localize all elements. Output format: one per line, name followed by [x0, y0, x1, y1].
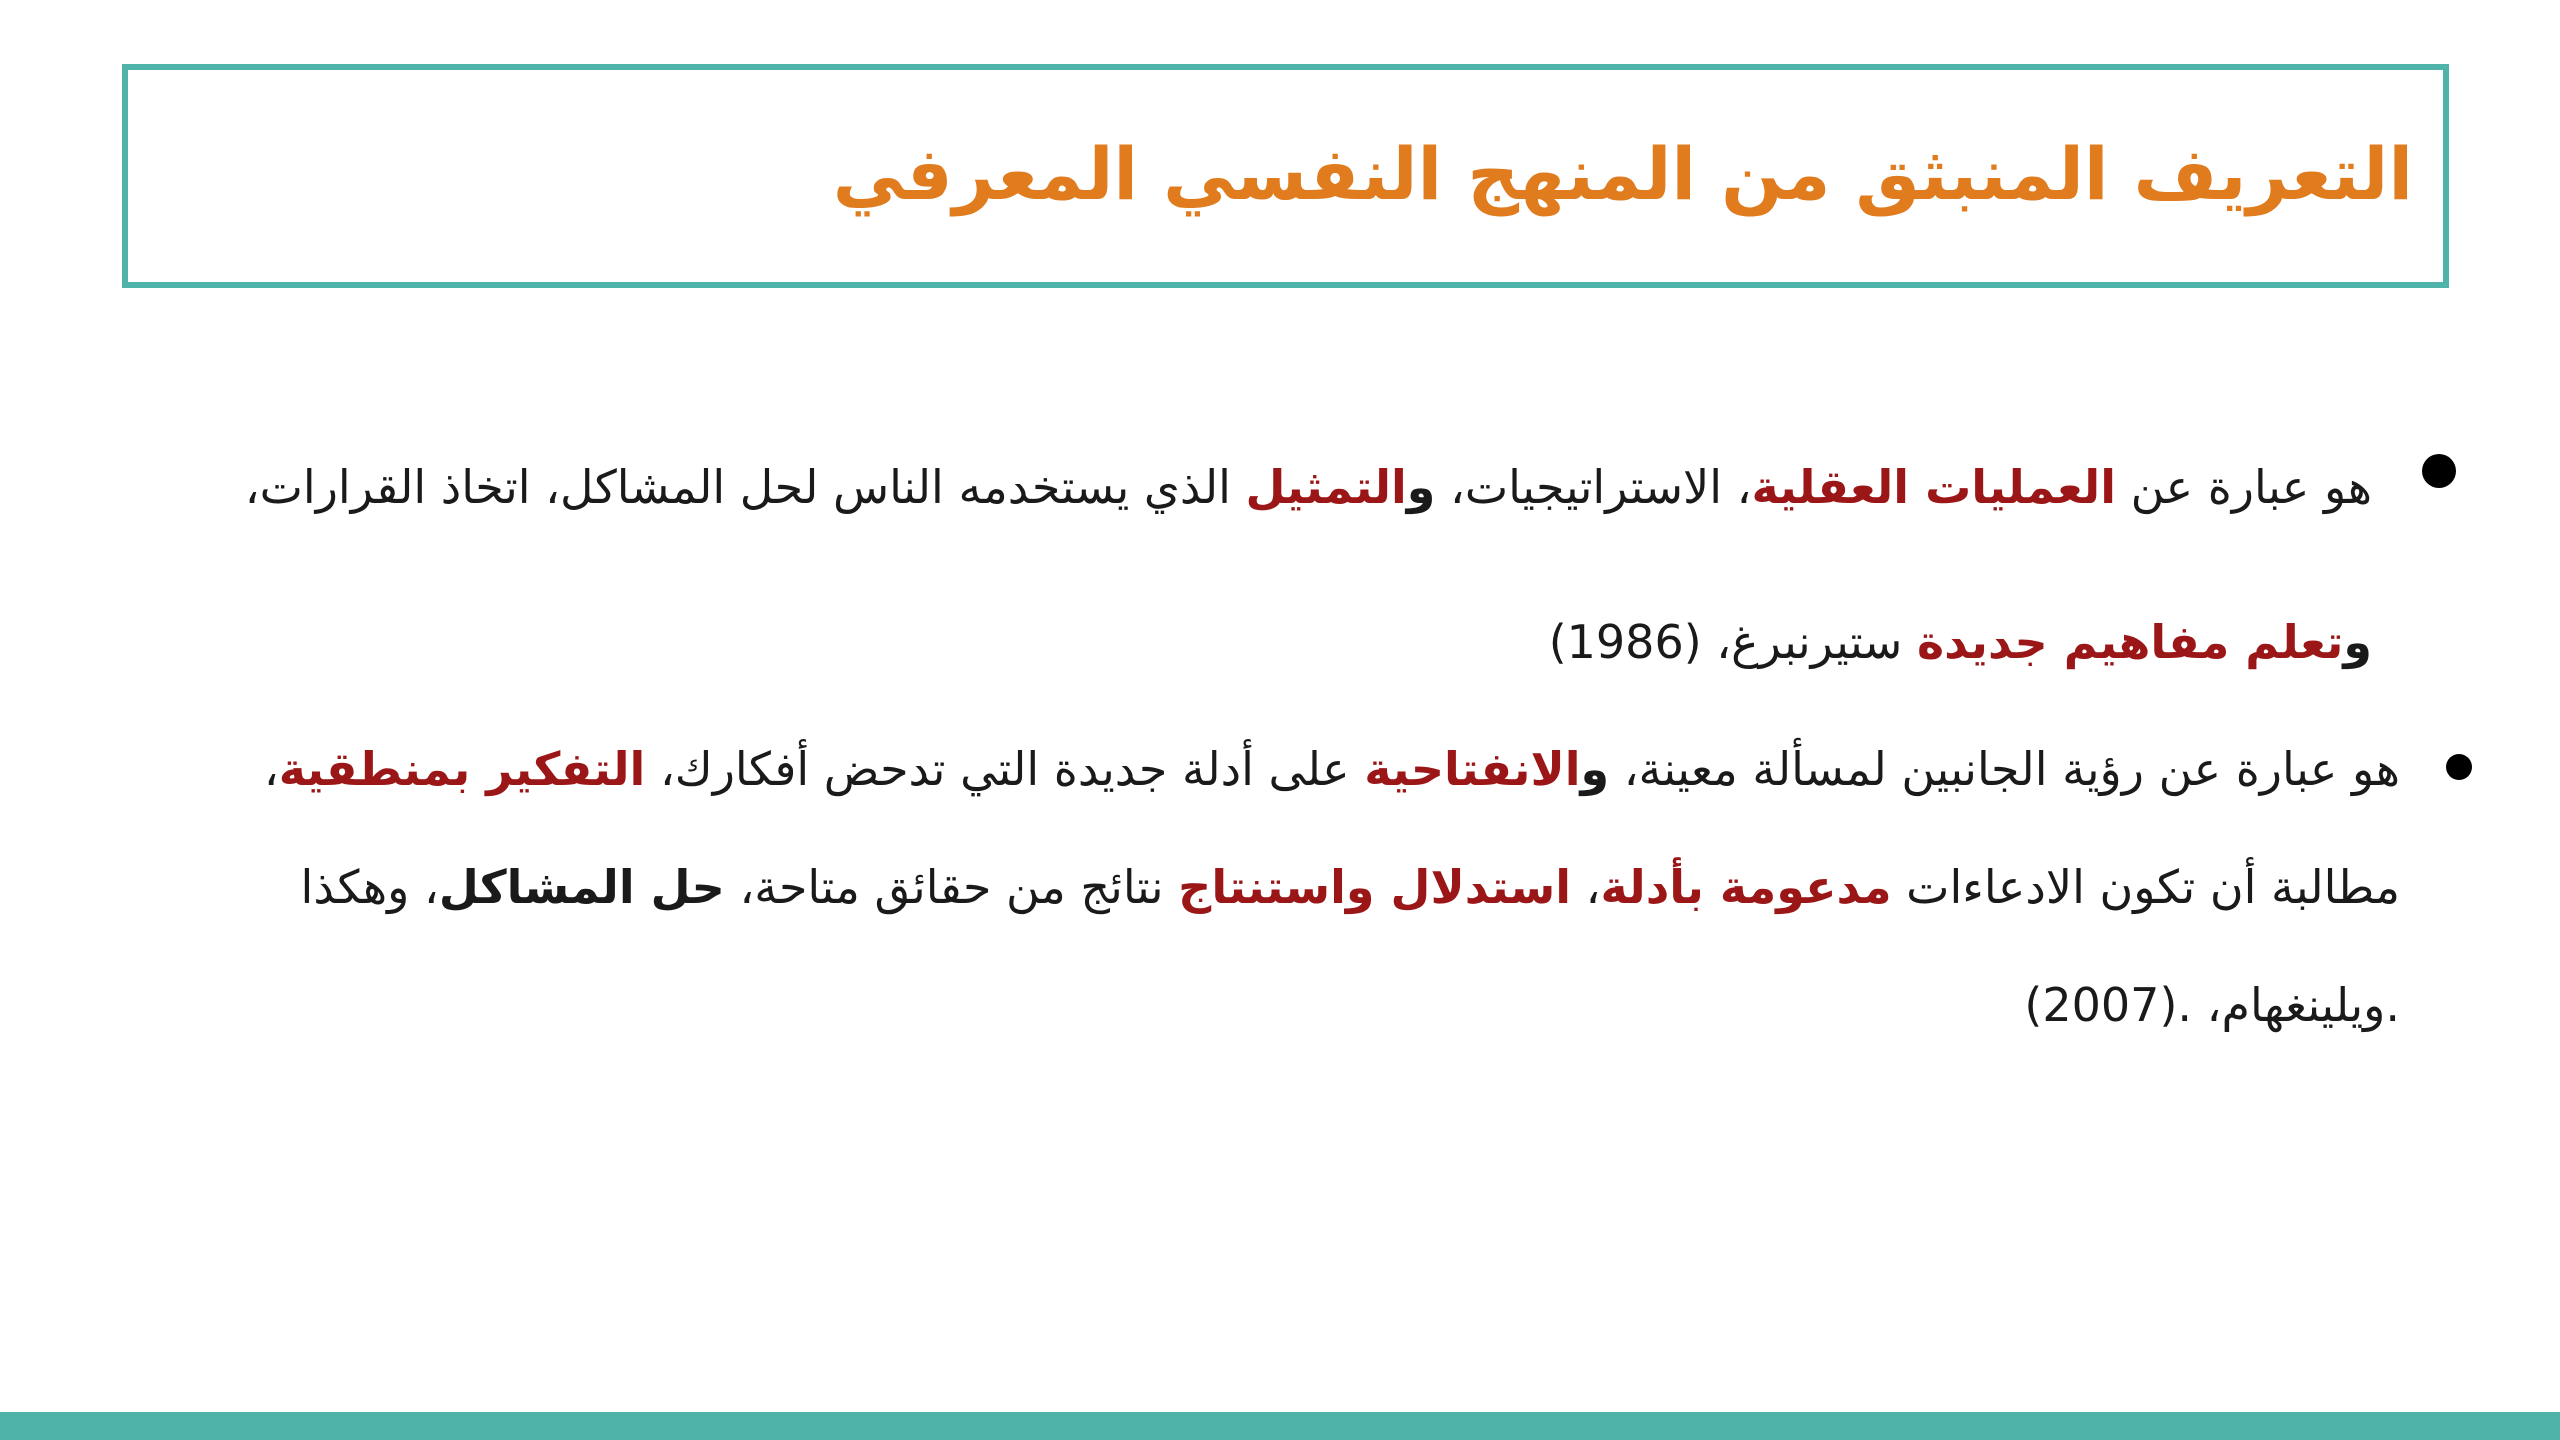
bullet-dot-icon [2446, 754, 2472, 780]
bullet-text: هو عبارة عن رؤية الجانبين لمسألة معينة، [1609, 742, 2400, 796]
bullet-item-2 [230, 710, 2400, 1064]
bold-text: حل المشاكل [438, 860, 725, 914]
bold-text: و [1580, 742, 1610, 796]
bullet-text: هو عبارة عن [2115, 460, 2372, 514]
highlight-text: الانفتاحية [1364, 742, 1581, 796]
bullet-item-1 [232, 410, 2372, 720]
bold-text: و [1406, 460, 1436, 514]
highlight-text: العمليات العقلية [1751, 460, 2116, 514]
highlight-text: مدعومة بأدلة [1600, 860, 1892, 914]
highlight-text: التفكير بمنطقية [278, 742, 646, 796]
highlight-text: استدلال واستنتاج [1178, 860, 1572, 914]
bullet-text: ، مطالبة أن تكون الادعاءات [263, 742, 2400, 914]
slide-title: التعريف المنبثق من المنهج النفسي المعرفي [832, 132, 2413, 216]
bullet-text: ، الاستراتيجيات، [1435, 460, 1752, 514]
bullet-dot-icon [2422, 454, 2456, 488]
bold-text: و [2343, 615, 2372, 669]
bullet-text: الذي يستخدمه الناس لحل المشاكل، اتخاذ القرارات، [244, 460, 1246, 514]
title-frame [122, 64, 2449, 288]
footer-bar [0, 1412, 2560, 1440]
bullet-text: ، وهكذا .ويلينغهام، .(2007) [300, 860, 2400, 1032]
bullet-text: ستيرنبرغ، (1986) [1548, 615, 1917, 669]
bullet-text: ، [1571, 860, 1601, 914]
highlight-text: التمثيل [1245, 460, 1407, 514]
bullet-text: نتائج من حقائق متاحة، [724, 860, 1179, 914]
highlight-text: تعلم مفاهيم جديدة [1916, 615, 2344, 669]
bullet-text: على أدلة جديدة التي تدحض أفكارك، [645, 742, 1365, 796]
